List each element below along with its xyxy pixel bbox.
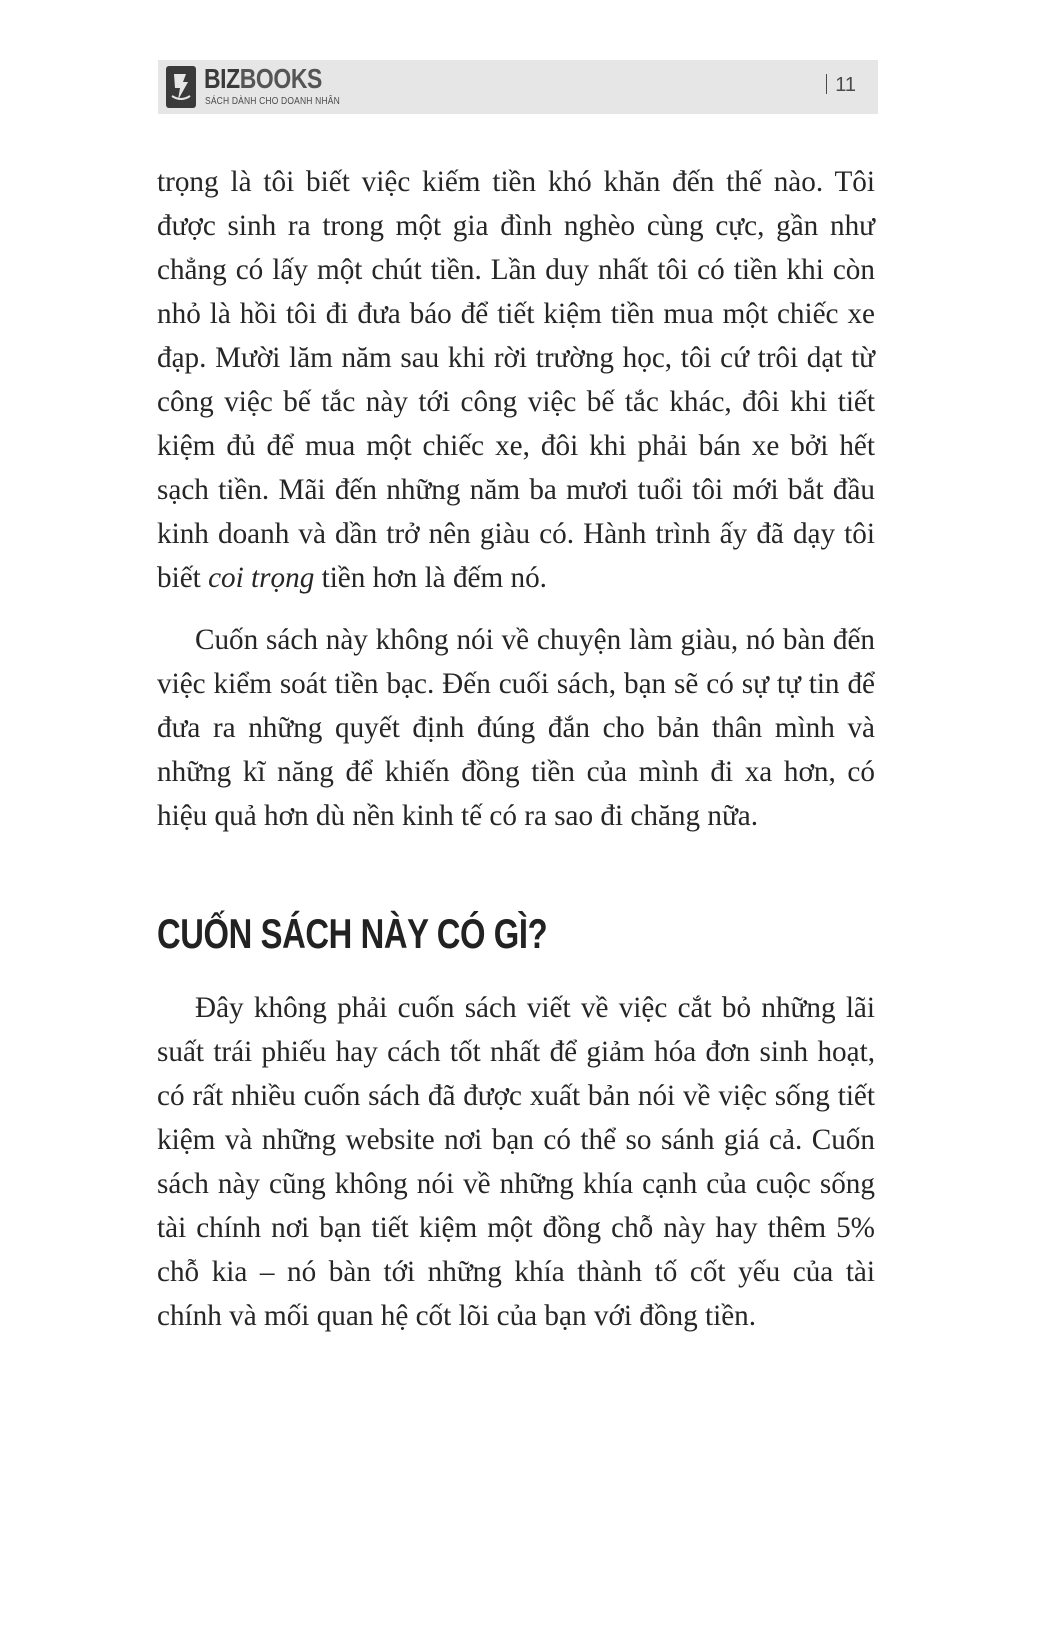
page-number-divider xyxy=(826,74,828,94)
paragraph-1-tail: tiền hơn là đếm nó. xyxy=(314,562,547,594)
paragraph-1-text: trọng là tôi biết việc kiếm tiền khó khăn đến thế nào. Tôi được sinh ra trong một gia đình nghèo cùng cực, gần như chẳng có lấy một chút tiền. Lần duy nhất tôi có tiền khi còn nhỏ là hồi tôi đi đưa báo để tiết kiệm tiền mua một chiếc xe đạp. Mười lăm năm sau khi rời trường học, tôi cứ trôi dạt từ công việc bế tắc này tới công việc bế tắc khác, đôi khi tiết kiệm đủ để mua một chiếc xe, đôi khi phải bán xe bởi hết sạch tiền. Mãi đến những năm ba mươi tuổi tôi mới bắt đầu kinh doanh và dần trở nên giàu có. Hành trình ấy đã dạy tôi biết xyxy=(157,166,875,594)
paragraph-2: Cuốn sách này không nói về chuyện làm giàu, nó bàn đến việc kiểm soát tiền bạc. Đến cuối sách, bạn sẽ có sự tự tin để đưa ra những quyết định đúng đắn cho bản thân mình và những kĩ năng để khiến đồng tiền của mình đi xa hơn, có hiệu quả hơn dù nền kinh tế có ra sao đi chăng nữa. xyxy=(157,624,875,832)
brand-part-books: BOOKS xyxy=(239,63,322,94)
brand-name xyxy=(204,63,322,95)
paragraph-continued xyxy=(157,160,875,600)
running-header xyxy=(158,60,878,114)
page-number xyxy=(826,74,856,97)
section-heading: CUỐN SÁCH NÀY CÓ GÌ? xyxy=(157,910,548,957)
bizbooks-logo-icon xyxy=(166,66,196,108)
page-body xyxy=(157,160,875,1338)
brand-part-biz: BIZ xyxy=(204,63,240,94)
paragraph-1-emphasis: coi trọng xyxy=(208,562,315,594)
page-number-value: 11 xyxy=(835,74,856,96)
brand-tagline: SÁCH DÀNH CHO DOANH NHÂN xyxy=(205,96,340,107)
paragraph-3: Đây không phải cuốn sách viết về việc cắt bỏ những lãi suất trái phiếu hay cách tốt nhất để giảm hóa đơn sinh hoạt, có rất nhiều cuốn sách đã được xuất bản nói về việc sống tiết kiệm và những website nơi bạn có thể so sánh giá cả. Cuốn sách này cũng không nói về những khía cạnh của cuộc sống tài chính nơi bạn tiết kiệm một đồng chỗ này hay thêm 5% chỗ kia – nó bàn tới những khía thành tố cốt yếu của tài chính và mối quan hệ cốt lõi của bạn với đồng tiền. xyxy=(157,992,875,1332)
